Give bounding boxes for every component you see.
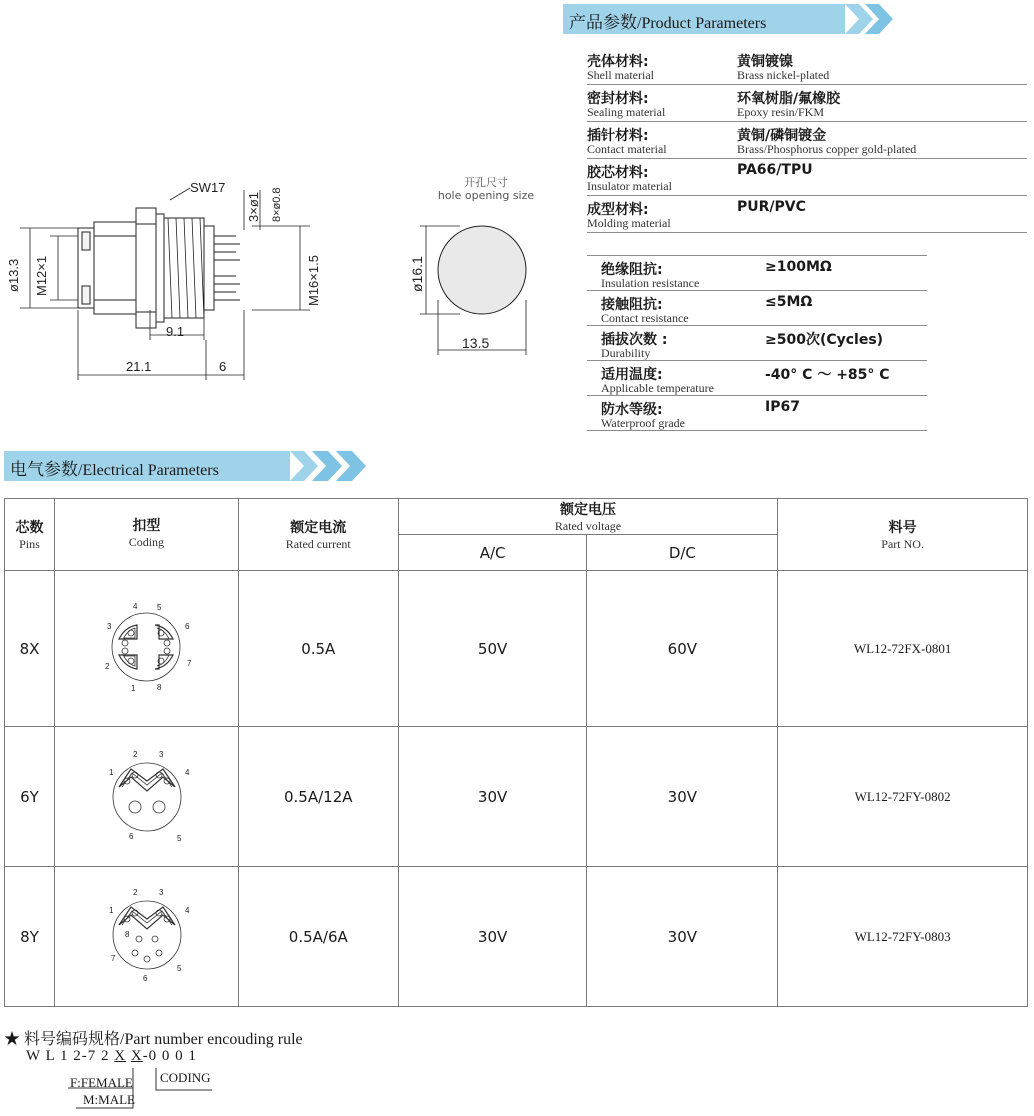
pin-label: 5 — [177, 963, 182, 973]
material-label-cn: 插针材料: — [587, 128, 649, 144]
spec-value: ≥500次(Cycles) — [765, 332, 884, 348]
material-label-cn: 壳体材料: — [587, 54, 649, 70]
spec-row — [587, 291, 927, 326]
spec-label-en: Contact resistance — [601, 311, 689, 325]
code-suffix: -0 0 0 1 — [142, 1048, 197, 1064]
material-label-en: Insulator material — [587, 179, 672, 193]
length-6-label: 6 — [219, 359, 227, 374]
part-number-cell: WL12-72FX-0801 — [778, 571, 1028, 727]
material-row — [587, 85, 1027, 122]
material-value-en: Brass/Phosphorus copper gold-plated — [737, 142, 917, 156]
spec-label-cn: 适用温度: — [601, 367, 663, 383]
star-icon: ★ — [4, 1031, 21, 1048]
banner-title-en: /Electrical Parameters — [78, 462, 219, 479]
spec-label-cn: 防水等级: — [601, 402, 663, 418]
spec-label-en: Durability — [601, 346, 651, 360]
pin-diameter-label: 3×ø1 — [246, 192, 261, 222]
banner-title — [569, 8, 766, 33]
hole-diameter-label: ø16.1 — [409, 256, 425, 292]
current-cell: 0.5A — [238, 571, 398, 727]
banner-title-en: /Product Parameters — [637, 15, 767, 32]
coding-cell — [54, 727, 238, 867]
header-pins-cn: 芯数 — [15, 520, 44, 536]
pin-label: 7 — [111, 953, 116, 963]
table-row — [5, 867, 1028, 1007]
header-part-cn: 料号 — [888, 520, 917, 536]
material-label-en: Shell material — [587, 68, 654, 82]
material-list — [587, 48, 1027, 233]
banner-title — [10, 455, 219, 480]
header-pins-en: Pins — [19, 537, 40, 551]
spec-row — [587, 361, 927, 396]
female-label: F:FEMALE — [70, 1075, 133, 1090]
table-header-row — [5, 499, 1028, 535]
pin-label: 3 — [159, 749, 164, 759]
table-row — [5, 571, 1028, 727]
pin-label: 1 — [109, 905, 114, 915]
chevron-icon — [845, 4, 901, 34]
pin-label: 8 — [125, 929, 130, 939]
spec-value: -40° C ～ +85° C — [765, 367, 890, 383]
header-coding-en: Coding — [128, 535, 165, 549]
material-value-cn: PUR/PVC — [737, 199, 806, 215]
coding-8y-diagram — [91, 885, 201, 985]
electrical-table — [4, 498, 1028, 1007]
ac-voltage-cell: 30V — [398, 727, 587, 867]
pin-label: 5 — [177, 833, 182, 843]
length-211-label: 21.1 — [126, 359, 152, 374]
spec-value: ≥100MΩ — [765, 259, 832, 275]
dc-voltage-cell: 60V — [587, 571, 778, 727]
spec-label-cn: 绝缘阻抗: — [601, 262, 663, 278]
header-voltage-cn: 额定电压 — [559, 502, 616, 518]
spec-row — [587, 256, 927, 291]
connector-side-drawing — [0, 160, 330, 390]
part-number-rule-title — [4, 1026, 303, 1049]
pins-cell: 8X — [5, 571, 55, 727]
part-code — [26, 1048, 197, 1065]
material-label-en: Sealing material — [587, 105, 666, 119]
pin-label: 4 — [133, 601, 138, 611]
code-prefix: W L 1 2-7 2 — [26, 1048, 110, 1064]
banner-title-cn: 产品参数 — [569, 13, 637, 33]
header-current-en: Rated current — [285, 537, 351, 551]
material-row — [587, 122, 1027, 159]
m16-thread-label: M16×1.5 — [306, 255, 321, 306]
chevron-icon — [290, 451, 382, 481]
coding-label: CODING — [160, 1070, 211, 1085]
pins-cell: 6Y — [5, 727, 55, 867]
hole-opening-drawing — [400, 200, 540, 360]
pin-diameter-small-label: 8×ø0.8 — [271, 187, 283, 222]
material-label-en: Contact material — [587, 142, 667, 156]
pin-label: 7 — [187, 658, 192, 668]
pin-label: 2 — [133, 887, 138, 897]
pin-label: 4 — [185, 905, 190, 915]
male-label: M:MALE — [83, 1092, 135, 1107]
header-coding-cn: 扣型 — [132, 518, 161, 534]
part-number-cell: WL12-72FY-0802 — [778, 727, 1028, 867]
header-current-cn: 额定电流 — [290, 520, 347, 536]
current-cell: 0.5A/6A — [238, 867, 398, 1007]
dc-voltage-cell: 30V — [587, 727, 778, 867]
material-label-cn: 密封材料: — [587, 91, 649, 107]
header-part — [778, 499, 1028, 571]
material-value-cn: PA66/TPU — [737, 162, 813, 178]
hole-title-cn: 开孔尺寸 — [464, 176, 508, 189]
pin-label: 2 — [133, 749, 138, 759]
current-cell: 0.5A/12A — [238, 727, 398, 867]
hole-title-en: hole opening size — [437, 189, 535, 202]
material-value-en: Epoxy resin/FKM — [737, 105, 824, 119]
header-voltage-en: Rated voltage — [554, 519, 622, 533]
spec-label-en: Waterproof grade — [601, 416, 685, 430]
spec-row — [587, 326, 927, 361]
spec-label-cn: 插拔次数 : — [601, 332, 668, 348]
length-91-label: 9.1 — [166, 324, 185, 339]
diameter-133-label: ø13.3 — [6, 258, 21, 292]
spec-value: ≤5MΩ — [765, 294, 813, 310]
coding-cell — [54, 571, 238, 727]
pin-label: 1 — [131, 683, 136, 693]
spec-label-en: Insulation resistance — [601, 276, 700, 290]
header-pins — [5, 499, 55, 571]
coding-8x-diagram — [91, 599, 201, 695]
pins-cell: 8Y — [5, 867, 55, 1007]
material-label-cn: 胶芯材料: — [587, 165, 649, 181]
code-gender-letter: X — [114, 1048, 127, 1064]
banner-title-cn: 电气参数 — [10, 460, 78, 480]
header-current — [238, 499, 398, 571]
coding-cell — [54, 867, 238, 1007]
pin-label: 5 — [157, 602, 162, 612]
spec-row — [587, 396, 927, 431]
table-row — [5, 727, 1028, 867]
spec-value: IP67 — [765, 399, 800, 415]
spec-label-en: Applicable temperature — [601, 381, 714, 395]
part-number-cell: WL12-72FY-0803 — [778, 867, 1028, 1007]
pin-label: 8 — [157, 682, 162, 692]
material-value-en: Brass nickel-plated — [737, 68, 830, 82]
spec-label-cn: 接触阻抗: — [601, 297, 663, 313]
pin-label: 4 — [185, 767, 190, 777]
code-coding-letter: X — [130, 1048, 143, 1064]
material-row — [587, 48, 1027, 85]
header-part-en: Part NO. — [881, 537, 924, 551]
material-value-cn: 黄铜/磷铜镀金 — [737, 128, 827, 144]
rule-title-text: 料号编码规格/Part number encouding rule — [24, 1031, 303, 1048]
sw-dimension-label: SW17 — [190, 180, 226, 195]
dc-voltage-cell: 30V — [587, 867, 778, 1007]
ac-voltage-cell: 50V — [398, 571, 587, 727]
material-row — [587, 159, 1027, 196]
pin-label: 3 — [107, 621, 112, 631]
header-ac: A/C — [398, 535, 587, 571]
m12-thread-label: M12×1 — [34, 255, 49, 296]
gender-legend — [70, 1074, 135, 1108]
header-voltage — [398, 499, 778, 535]
pin-label: 2 — [105, 661, 110, 671]
pin-label: 6 — [143, 973, 148, 983]
pin-label: 1 — [109, 767, 114, 777]
pin-label: 6 — [185, 621, 190, 631]
material-row — [587, 196, 1027, 233]
coding-6y-diagram — [91, 745, 201, 845]
spec-list — [587, 255, 927, 431]
pin-label: 3 — [159, 887, 164, 897]
material-label-en: Molding material — [587, 216, 671, 230]
material-value-cn: 黄铜镀镍 — [737, 54, 793, 70]
pin-label: 6 — [129, 831, 134, 841]
hole-width-label: 13.5 — [462, 335, 490, 351]
material-label-cn: 成型材料: — [587, 202, 649, 218]
header-coding — [54, 499, 238, 571]
material-value-cn: 环氧树脂/氟橡胶 — [737, 91, 841, 107]
header-dc: D/C — [587, 535, 778, 571]
ac-voltage-cell: 30V — [398, 867, 587, 1007]
hole-opening-title — [436, 176, 536, 202]
